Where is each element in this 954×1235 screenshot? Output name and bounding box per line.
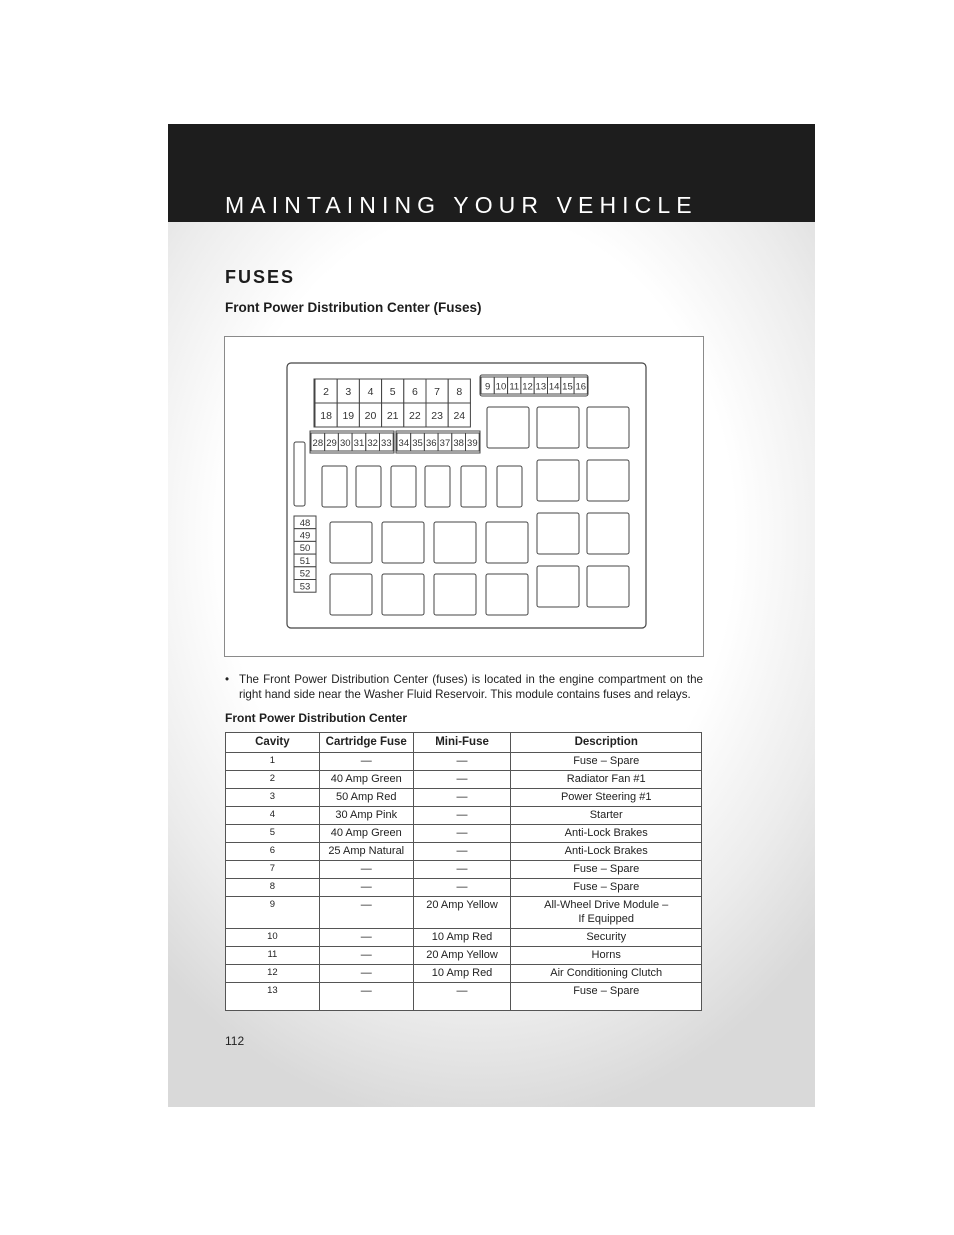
description-line-2: If Equipped	[578, 913, 635, 925]
fuse-number-label: 37	[439, 438, 451, 449]
fuse-number-label: 38	[453, 438, 464, 449]
mini-fuse-cell: —	[413, 843, 511, 861]
chapter-title: MAINTAINING YOUR VEHICLE	[225, 192, 698, 218]
fuse-number-label: 5	[389, 386, 396, 398]
table-row	[226, 843, 702, 861]
header-mini-fuse: Mini-Fuse	[413, 733, 511, 753]
fuse-number-label: 28	[312, 438, 324, 449]
cavity-cell: 9	[226, 897, 320, 929]
fuse-number-label: 33	[381, 438, 392, 449]
cavity-cell: 13	[226, 983, 320, 1011]
fuse-number-label: 35	[412, 438, 423, 449]
description-cell: Security	[511, 929, 702, 947]
cartridge-cell: —	[319, 879, 413, 897]
table-row	[226, 965, 702, 983]
mini-fuse-cell: 20 Amp Yellow	[413, 947, 511, 965]
cavity-cell: 7	[226, 861, 320, 879]
header-cartridge-fuse: Cartridge Fuse	[319, 733, 413, 753]
relay-slot	[330, 574, 372, 615]
table-row	[226, 929, 702, 947]
bullet-point: •	[225, 673, 230, 686]
fuse-number-label: 14	[548, 381, 560, 393]
cartridge-cell: 40 Amp Green	[319, 825, 413, 843]
table-row	[226, 825, 702, 843]
description-line-1: All-Wheel Drive Module –	[544, 899, 669, 911]
mini-fuse-cell: —	[413, 753, 511, 771]
relay-slot	[587, 566, 629, 607]
relay-slot	[382, 574, 424, 615]
header-cavity: Cavity	[226, 733, 320, 753]
cavity-cell: 6	[226, 843, 320, 861]
description-cell: Fuse – Spare	[511, 861, 702, 879]
fuse-number-label: 3	[345, 386, 352, 398]
description-cell: Horns	[511, 947, 702, 965]
cartridge-cell: —	[319, 947, 413, 965]
fuse-number-label: 11	[509, 381, 520, 393]
relay-slot	[587, 407, 629, 448]
mini-fuse-cell: —	[413, 825, 511, 843]
cavity-cell: 11	[226, 947, 320, 965]
cartridge-cell: —	[319, 965, 413, 983]
relay-slot	[537, 513, 579, 554]
fuse-number-label: 24	[453, 410, 466, 422]
fuse-table	[225, 732, 702, 1011]
mini-fuse-cell: —	[413, 879, 511, 897]
description-cell: Air Conditioning Clutch	[511, 965, 702, 983]
header-description: Description	[511, 733, 702, 753]
fuse-number-label: 15	[562, 381, 573, 393]
cavity-cell: 4	[226, 807, 320, 825]
fuse-box-diagram	[224, 336, 704, 657]
fuse-number-label: 4	[367, 386, 374, 398]
cavity-cell: 8	[226, 879, 320, 897]
fuse-number-label: 7	[434, 386, 441, 398]
relay-slot	[461, 466, 486, 507]
relay-slot	[497, 466, 522, 507]
fuse-number-label: 49	[299, 530, 311, 542]
table-row	[226, 861, 702, 879]
relay-slot	[537, 566, 579, 607]
description-cell: Anti-Lock Brakes	[511, 843, 702, 861]
relay-slot	[587, 513, 629, 554]
table-title: Front Power Distribution Center	[225, 711, 408, 725]
mini-fuse-cell: —	[413, 771, 511, 789]
fuse-number-label: 12	[522, 381, 533, 393]
fuse-number-label: 13	[535, 381, 547, 393]
table-row	[226, 807, 702, 825]
cavity-cell: 5	[226, 825, 320, 843]
fuse-number-label: 52	[299, 568, 311, 580]
fuse-number-label: 29	[326, 438, 337, 449]
location-note	[225, 672, 703, 702]
fuse-number-label: 6	[411, 386, 418, 398]
cavity-cell: 10	[226, 929, 320, 947]
chapter-header	[168, 124, 815, 222]
fuse-number-label: 19	[342, 410, 355, 422]
cartridge-cell: —	[319, 861, 413, 879]
table-row	[226, 789, 702, 807]
description-cell: Fuse – Spare	[511, 879, 702, 897]
fuse-number-label: 36	[425, 438, 437, 449]
relay-slot	[330, 522, 372, 563]
relay-slot	[486, 574, 528, 615]
cavity-cell: 2	[226, 771, 320, 789]
description-cell: Fuse – Spare	[511, 983, 702, 1011]
fuse-number-label: 34	[398, 438, 410, 449]
mini-fuse-cell: —	[413, 789, 511, 807]
relay-slot	[382, 522, 424, 563]
mini-fuse-cell: —	[413, 983, 511, 1011]
table-row	[226, 753, 702, 771]
relay-slot	[537, 407, 579, 448]
description-cell	[511, 897, 702, 929]
manual-page	[168, 124, 815, 1107]
fuse-number-label: 23	[431, 410, 443, 422]
fuse-box-drawing	[225, 337, 703, 656]
fuse-number-label: 31	[353, 438, 365, 449]
cartridge-cell: 25 Amp Natural	[319, 843, 413, 861]
relay-slot	[322, 466, 347, 507]
fuse-number-label: 18	[320, 410, 332, 422]
description-cell: Radiator Fan #1	[511, 771, 702, 789]
relay-slot	[486, 522, 528, 563]
section-title: FUSES	[225, 267, 296, 287]
fuse-number-label: 39	[467, 438, 478, 449]
table-row	[226, 947, 702, 965]
cartridge-cell: —	[319, 929, 413, 947]
relay-slot	[425, 466, 450, 507]
description-cell: Starter	[511, 807, 702, 825]
mini-fuse-cell: 10 Amp Red	[413, 965, 511, 983]
mini-fuse-cell: 10 Amp Red	[413, 929, 511, 947]
fuse-number-label: 53	[299, 581, 311, 593]
cavity-cell: 3	[226, 789, 320, 807]
fuse-number-label: 10	[495, 381, 507, 393]
table-row	[226, 771, 702, 789]
fuse-number-label: 30	[339, 438, 351, 449]
table-row	[226, 897, 702, 929]
table-row	[226, 879, 702, 897]
relay-slot	[487, 407, 529, 448]
fuse-number-label: 21	[386, 410, 399, 422]
mini-fuse-cell: —	[413, 807, 511, 825]
cavity-cell: 1	[226, 753, 320, 771]
cartridge-cell: —	[319, 897, 413, 929]
table-row	[226, 983, 702, 1011]
relay-slot	[434, 574, 476, 615]
page-number: 112	[225, 1034, 245, 1048]
fuse-number-label: 48	[299, 517, 311, 529]
description-cell: Power Steering #1	[511, 789, 702, 807]
description-cell: Fuse – Spare	[511, 753, 702, 771]
relay-slot	[434, 522, 476, 563]
relay-slot	[537, 460, 579, 501]
fuse-number-label: 32	[367, 438, 378, 449]
fuse-number-label: 50	[299, 543, 311, 555]
cartridge-cell: 30 Amp Pink	[319, 807, 413, 825]
cartridge-cell: —	[319, 753, 413, 771]
fuse-number-label: 2	[323, 386, 330, 398]
fuse-number-label: 16	[575, 381, 587, 393]
relay-slot	[587, 460, 629, 501]
fuse-number-label: 9	[485, 381, 491, 393]
fuse-number-label: 8	[456, 386, 463, 398]
cavity-cell: 12	[226, 965, 320, 983]
fuse-number-label: 20	[364, 410, 377, 422]
cartridge-cell: 50 Amp Red	[319, 789, 413, 807]
fuse-number-label: 22	[409, 410, 421, 422]
table-header-row	[226, 733, 702, 753]
location-note-text: The Front Power Distribution Center (fuses) is located in the engine compartment on the right hand side near the Washer Fluid Reservoir. This module contains fuses and relays.	[239, 673, 703, 701]
cartridge-cell: —	[319, 983, 413, 1011]
cartridge-cell: 40 Amp Green	[319, 771, 413, 789]
mini-fuse-cell: 20 Amp Yellow	[413, 897, 511, 929]
mini-fuse-cell: —	[413, 861, 511, 879]
description-cell: Anti-Lock Brakes	[511, 825, 702, 843]
fuse-number-label: 51	[299, 555, 311, 567]
subsection-title: Front Power Distribution Center (Fuses)	[225, 300, 482, 315]
relay-slot	[356, 466, 381, 507]
relay-slot	[391, 466, 416, 507]
